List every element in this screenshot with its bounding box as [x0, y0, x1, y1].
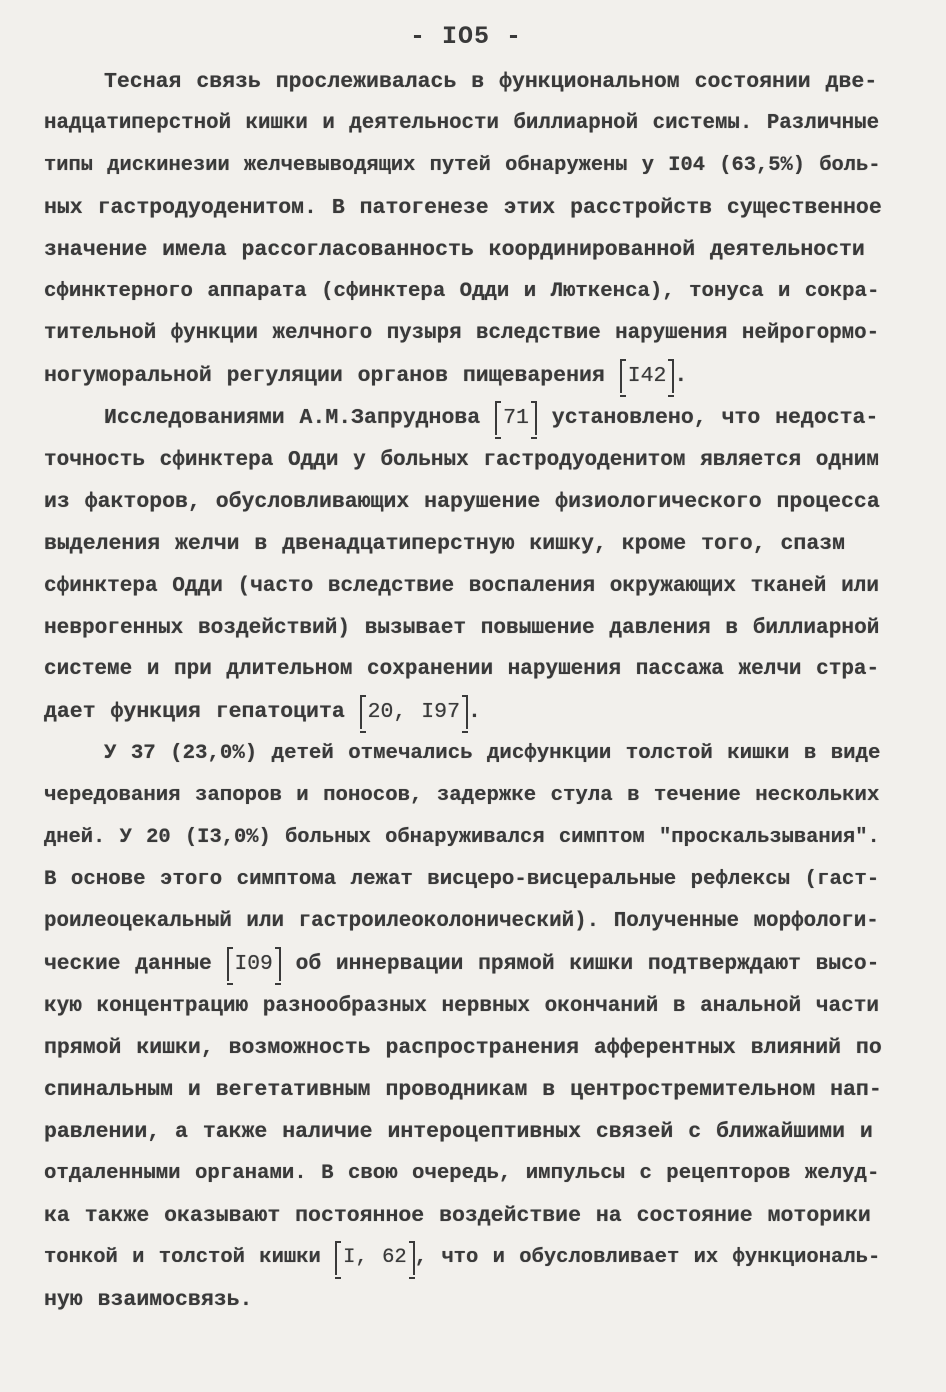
text-line	[44, 859, 888, 901]
line-text: равлении, а также наличие интероцептивных связей с ближайшими и	[44, 1120, 873, 1144]
line-text: сфинктерного аппарата (сфинктера Одди и Люткенса), тонуса и сокра-	[44, 280, 880, 303]
text-line	[44, 61, 888, 103]
line-text: ка также оказывают постоянное воздействие на состояние моторики	[44, 1204, 871, 1228]
text-line	[44, 691, 888, 733]
line-text: сфинктера Одди (часто вследствие воспаления окружающих тканей или	[44, 574, 879, 598]
citation-reference: 20, I97	[360, 695, 468, 729]
text-line	[44, 1027, 888, 1069]
citation-reference: I42	[620, 359, 675, 393]
line-text: тонкой и толстой кишки	[44, 1246, 321, 1269]
text-line	[44, 817, 888, 859]
body-text	[44, 61, 888, 1321]
text-line	[44, 355, 888, 397]
text-line	[44, 733, 888, 775]
citation-reference: I, 62	[335, 1241, 415, 1275]
text-line	[44, 145, 888, 187]
text-line	[44, 271, 888, 313]
line-text: системе и при длительном сохранении нарушения пассажа желчи стра-	[44, 658, 880, 681]
line-text: прямой кишки, возможность распространения афферентных влияний по	[44, 1036, 882, 1060]
line-text: роилеоцекальный или гастроилеоколонический). Полученные морфологи-	[44, 910, 879, 933]
text-line	[44, 523, 888, 565]
line-text: У 37 (23,0%) детей отмечались дисфункции толстой кишки в виде	[104, 742, 881, 765]
line-text-after: , что и обусловливает их функциональ-	[414, 1246, 881, 1269]
line-text: чередования запоров и поносов, задержке стула в течение нескольких	[44, 784, 880, 807]
line-text: неврогенных воздействий) вызывает повышение давления в биллиарной	[44, 616, 880, 640]
text-line	[44, 1279, 888, 1321]
text-line	[44, 565, 888, 607]
paragraph	[44, 61, 888, 397]
line-text: В основе этого симптома лежат висцеро-висцеральные рефлексы (гаст-	[44, 868, 880, 891]
paragraph	[44, 733, 888, 1321]
text-line	[44, 313, 888, 355]
text-line	[44, 901, 888, 943]
line-text: ную взаимосвязь.	[44, 1288, 253, 1312]
line-text: из факторов, обусловливающих нарушение физиологического процесса	[44, 490, 880, 514]
line-text: кую концентрацию разнообразных нервных окончаний в анальной части	[44, 994, 879, 1018]
text-line	[44, 1111, 888, 1153]
line-text: спинальным и вегетативным проводникам в центростремительном нап-	[44, 1078, 882, 1102]
text-line	[44, 481, 888, 523]
line-text: Исследованиями А.М.Запруднова	[104, 406, 481, 430]
paragraph	[44, 397, 888, 733]
line-text-after: установлено, что недоста-	[536, 406, 879, 430]
line-text: надцатиперстной кишки и деятельности биллиарной системы. Различные	[44, 112, 880, 135]
line-text: ногуморальной регуляции органов пищеварения	[44, 364, 605, 388]
line-text: точность сфинктера Одди у больных гастродуоденитом является одним	[44, 448, 879, 472]
text-line	[44, 397, 888, 439]
line-text: отдаленными органами. В свою очередь, импульсы с рецепторов желуд-	[44, 1162, 880, 1185]
line-text: типы дискинезии желчевыводящих путей обнаружены у I04 (63,5%) боль-	[44, 154, 881, 177]
line-text-after: .	[467, 700, 481, 724]
page-number: - IO5 -	[409, 22, 523, 51]
line-text: дает функция гепатоцита	[44, 700, 345, 724]
text-line	[44, 607, 888, 649]
text-line	[44, 649, 888, 691]
text-line	[44, 775, 888, 817]
citation-reference: I09	[227, 947, 281, 981]
text-line	[44, 187, 888, 229]
line-text: ческие данные	[44, 952, 212, 976]
text-line	[44, 1153, 888, 1195]
text-line	[44, 1069, 888, 1111]
line-text: значение имела рассогласованность координированной деятельности	[44, 238, 865, 262]
line-text-after: .	[674, 364, 688, 388]
text-line	[44, 943, 888, 985]
text-line	[44, 103, 888, 145]
line-text: Тесная связь прослеживалась в функциональном состоянии две-	[104, 70, 878, 94]
text-line	[44, 229, 888, 271]
text-line	[44, 439, 888, 481]
text-line	[44, 1195, 888, 1237]
line-text: выделения желчи в двенадцатиперстную кишку, кроме того, спазм	[44, 532, 846, 556]
text-line	[44, 1237, 888, 1279]
line-text-after: об иннервации прямой кишки подтверждают высо-	[280, 952, 880, 976]
citation-reference: 71	[495, 401, 537, 435]
line-text: ных гастродуоденитом. В патогенезе этих расстройств существенное	[44, 196, 882, 220]
text-line	[44, 985, 888, 1027]
line-text: тительной функции желчного пузыря вследствие нарушения нейрогормо-	[44, 322, 880, 345]
line-text: дней. У 20 (I3,0%) больных обнаруживался симптом "проскальзывания".	[44, 826, 880, 849]
